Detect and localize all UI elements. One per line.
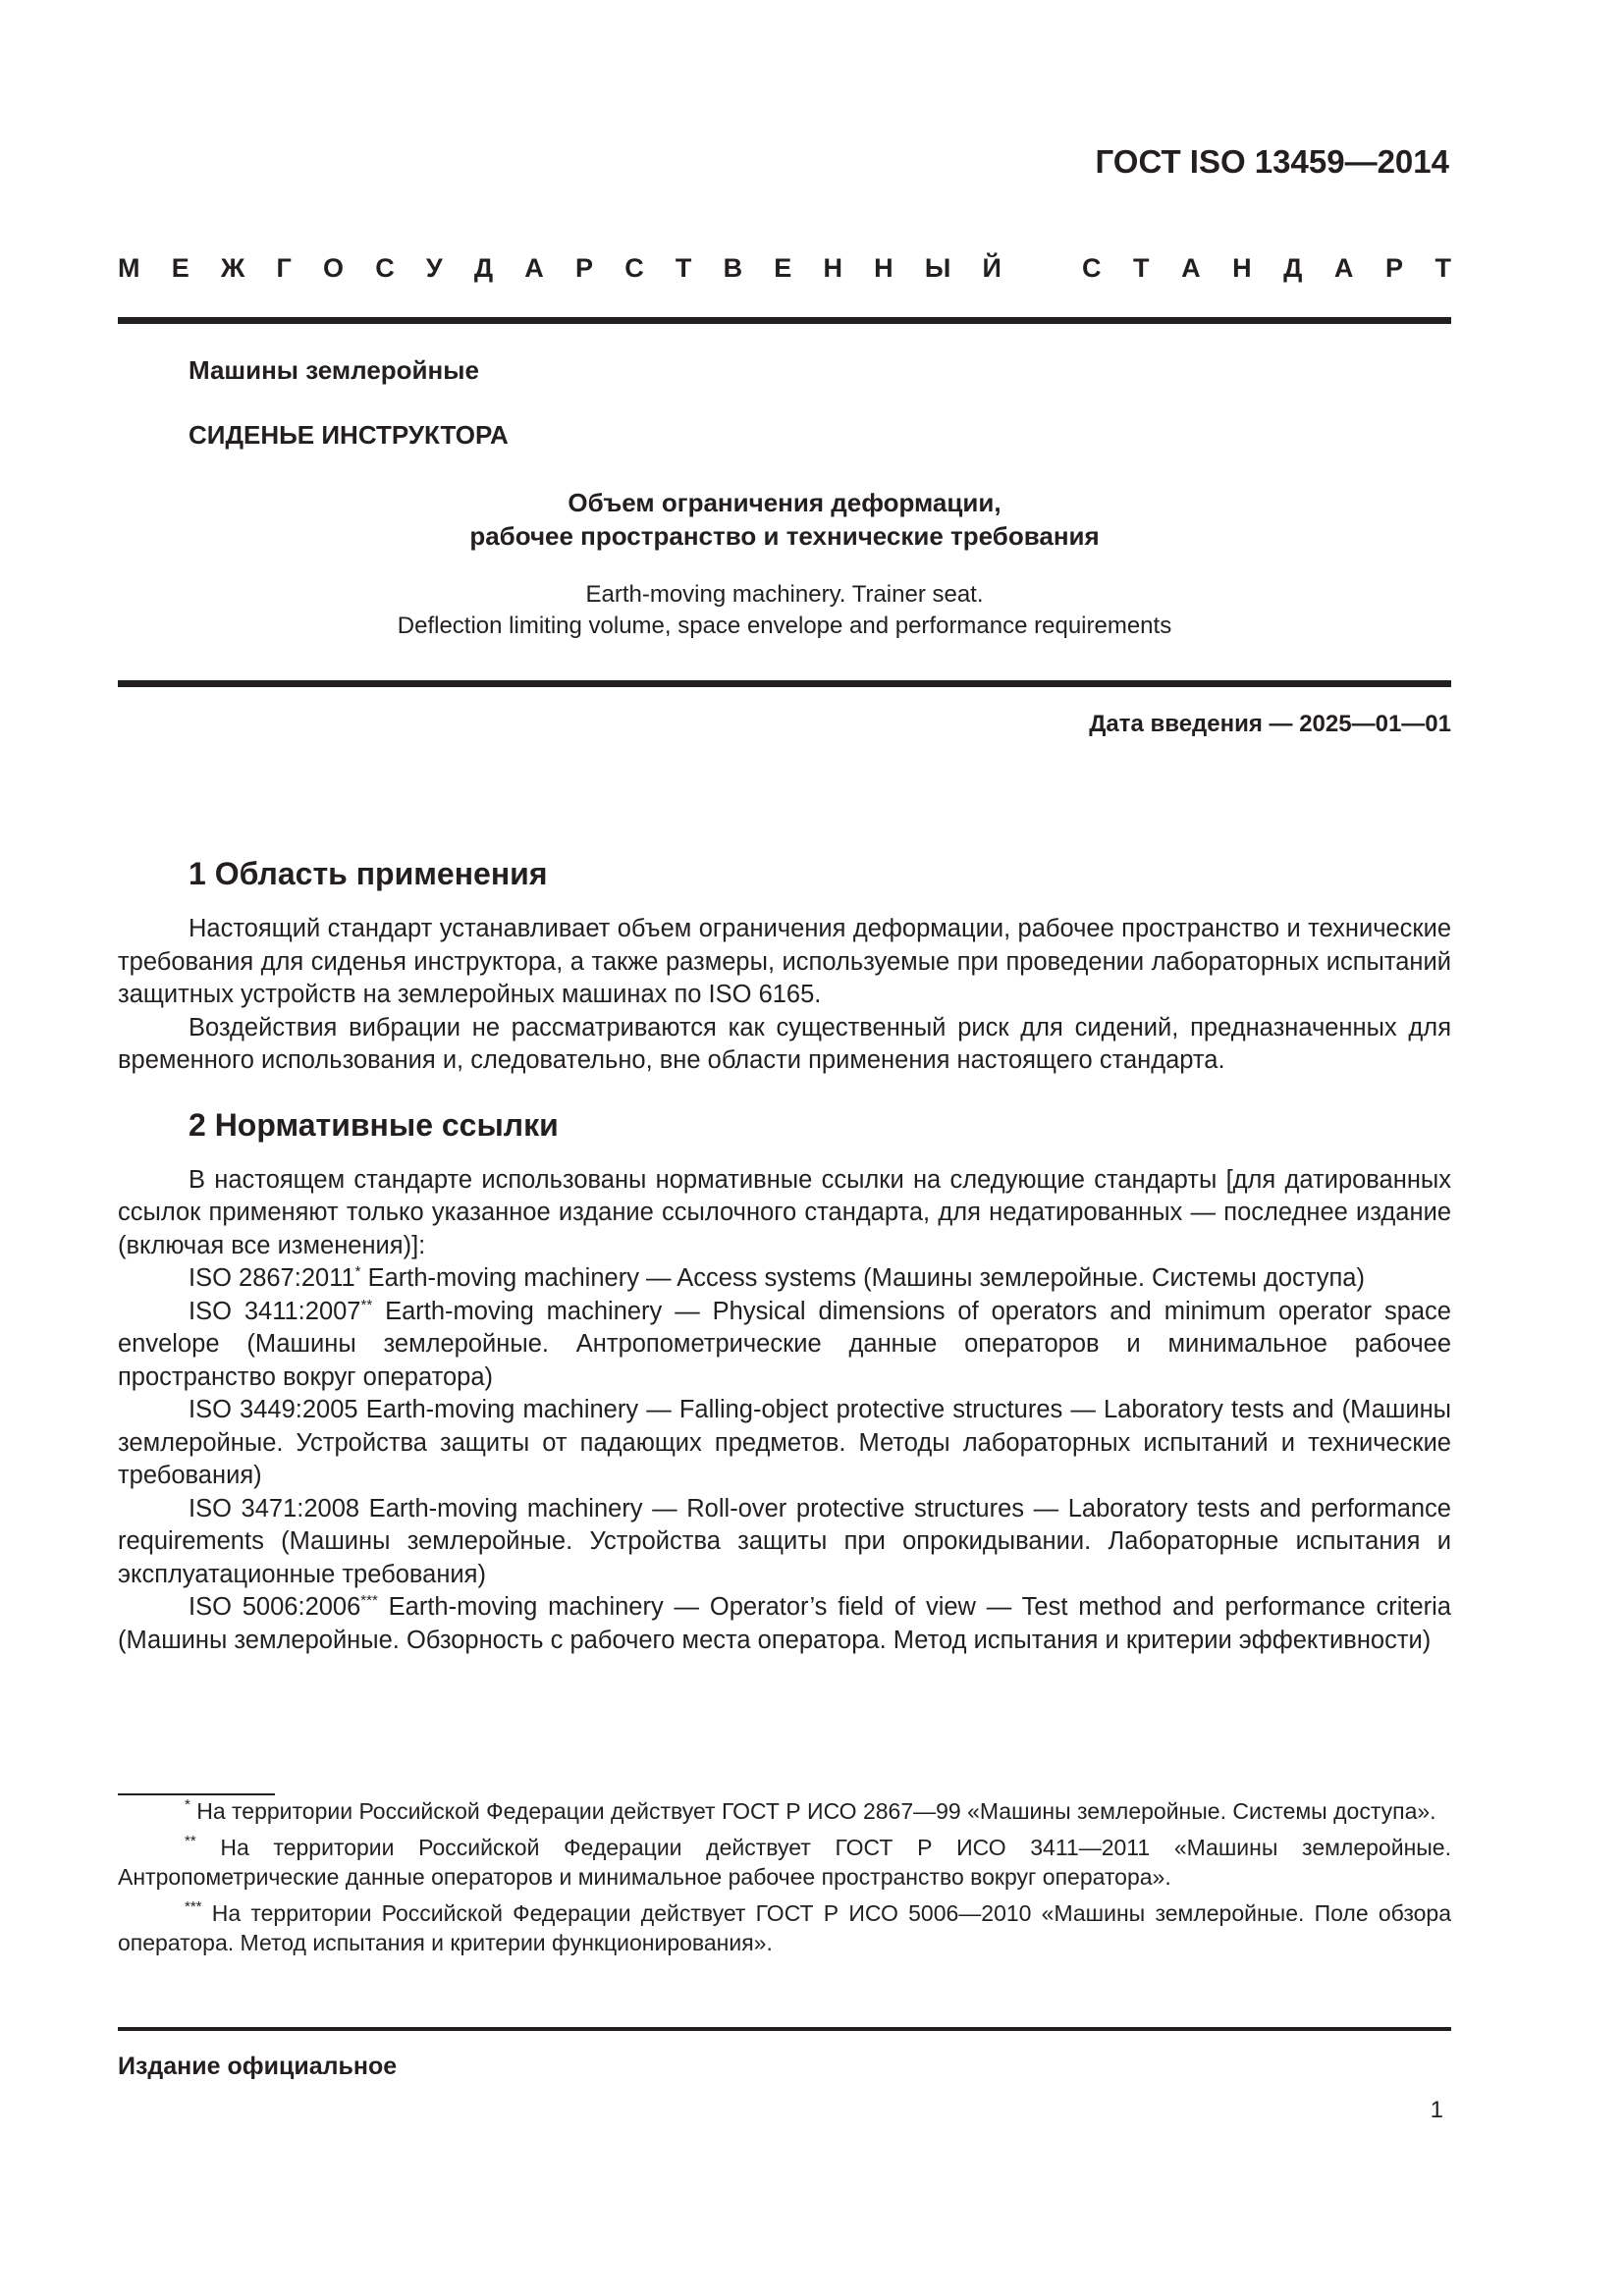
english-title [118,579,1451,642]
middle-rule [118,680,1451,687]
english-title-line-1: Earth-moving machinery. Trainer seat. [585,581,984,608]
main-content [118,854,1451,1657]
reference-item: ISO 3411:2007** Earth-moving machinery — Physical dimensions of operators and minimum operator space envelope (Машины землеройные. Антропометрические данные операторов и минимальное рабочее пространство вокруг оператора) [118,1296,1451,1391]
section-1-paragraph: Воздействия вибрации не рассматриваются как существенный риск для сидений, предназначенных для временного использования и, следовательно, вне области применения настоящего стандарта. [118,1013,1451,1074]
title-block [118,355,1451,639]
footnote-item: *** На территории Российской Федерации действует ГОСТ Р ИСО 5006—2010 «Машины землеройные. Поле обзора оператора. Метод испытания и критерии функционирования». [118,1898,1451,1955]
english-title-line-2: Deflection limiting volume, space envelope and performance requirements [397,613,1172,639]
reference-item: ISO 3449:2005 Earth-moving machinery — Falling-object protective structures — Laboratory tests and (Машины землеройные. Устройства защиты от падающих предметов. Методы лабораторных испытаний и технические требования) [118,1396,1451,1489]
reference-item: ISO 5006:2006*** Earth-moving machinery — Operator’s field of view — Test method and performance criteria (Машины землеройные. Обзорность с рабочего места оператора. Метод испытания и критерии эффективности) [118,1592,1451,1654]
banner-word-1: М Е Ж Г О С У Д А Р С Т В Е Н Н Ы Й [118,253,1001,283]
top-rule [118,317,1451,324]
bottom-rule [118,2027,1451,2031]
subtitle-line-1: Объем ограничения деформации, [568,488,1001,517]
category-title: Машины землеройные [189,355,479,385]
standard-type-banner [118,253,1451,284]
page-number: 1 [1430,2097,1443,2123]
banner-word-2: С Т А Н Д А Р Т [1082,253,1451,283]
section-1-heading: 1 Область применения [189,856,548,891]
footnote-separator [118,1793,275,1795]
edition-label: Издание официальное [118,2053,398,2080]
section-2-heading: 2 Нормативные ссылки [189,1106,559,1143]
subtitle [118,486,1451,553]
main-title: СИДЕНЬЕ ИНСТРУКТОРА [189,420,509,450]
document-code: ГОСТ ISO 13459—2014 [1095,143,1449,180]
footnote-item: ** На территории Российской Федерации действует ГОСТ Р ИСО 3411—2011 «Машины землеройные. Антропометрические данные операторов и минимальное рабочее пространство вокруг оператора». [118,1833,1451,1890]
footnotes [118,1796,1451,1964]
subtitle-line-2: рабочее пространство и технические требования [469,521,1100,551]
reference-item: ISO 3471:2008 Earth-moving machinery — Roll-over protective structures — Laboratory tests and performance requirements (Машины землеройные. Устройства защиты при опрокидывании. Лабораторные испытания и эксплуатационные требования) [118,1494,1451,1588]
section-1-paragraph: Настоящий стандарт устанавливает объем ограничения деформации, рабочее пространство и технические требования для сиденья инструктора, а также размеры, используемые при проведении лабораторных испытаний защитных устройств на землеройных машинах по ISO 6165. [118,915,1451,1008]
reference-item: ISO 2867:2011* Earth-moving machinery — Access systems (Машины землеройные. Системы доступа) [189,1263,1365,1292]
introduction-date: Дата введения — 2025—01—01 [1089,711,1451,737]
section-2-intro: В настоящем стандарте использованы нормативные ссылки на следующие стандарты [для датированных ссылок применяют только указанное издание ссылочного стандарта, для недатированных — последнее издание (включая все изменения)]: [118,1165,1451,1259]
footnote-item: * На территории Российской Федерации действует ГОСТ Р ИСО 2867—99 «Машины землеройные. Системы доступа». [185,1796,1436,1824]
